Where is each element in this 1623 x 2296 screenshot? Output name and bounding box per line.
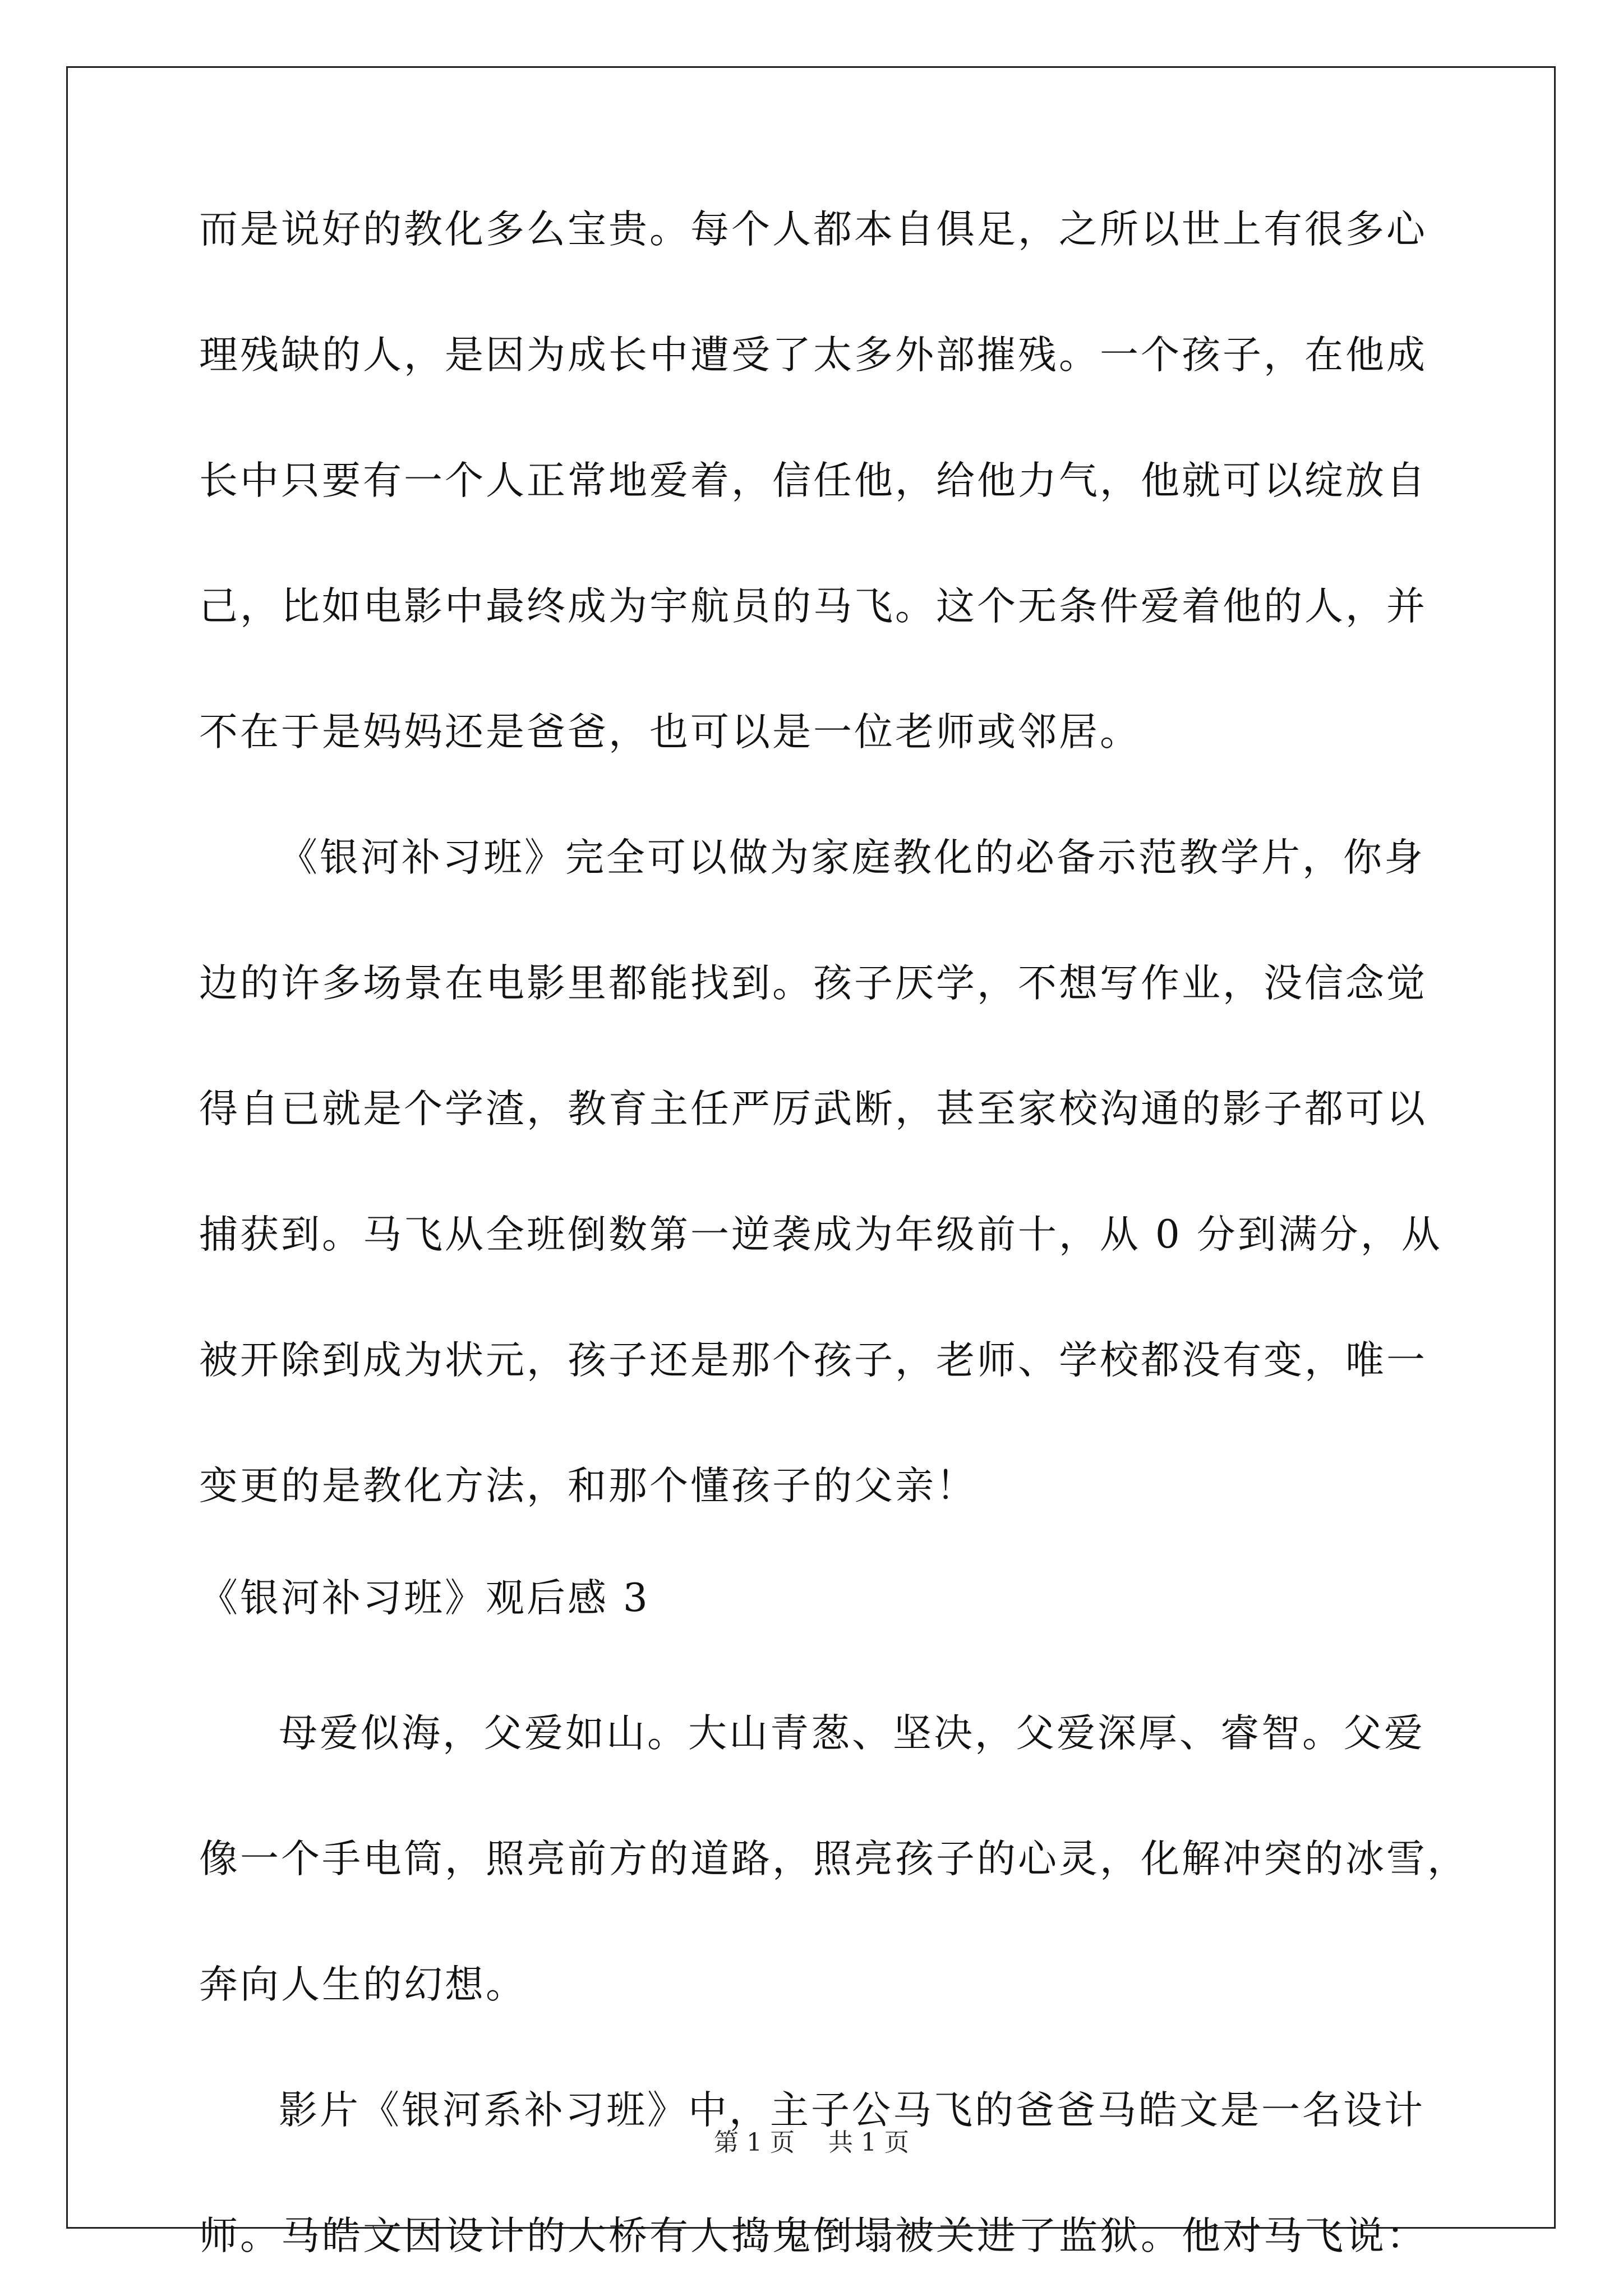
text-line: 被开除到成为状元，孩子还是那个孩子，老师、学校都没有变，唯一 bbox=[199, 1338, 1427, 1383]
text-line: 理残缺的人，是因为成长中遭受了太多外部摧残。一个孩子，在他成 bbox=[199, 333, 1427, 378]
section-heading: 《银河补习班》观后感 3 bbox=[199, 1576, 650, 1621]
page-total: 共 1 页 bbox=[828, 2128, 909, 2157]
text-line: 像一个手电筒，照亮前方的道路，照亮孩子的心灵，化解冲突的冰雪， bbox=[199, 1837, 1468, 1881]
paragraph-start-line: 母爱似海，父爱如山。大山青葱、坚决，父爱深厚、睿智。父爱 bbox=[279, 1711, 1425, 1756]
paragraph-start-line: 影片《银河系补习班》中，主子公马飞的爸爸马皓文是一名设计 bbox=[279, 2088, 1425, 2133]
text-line: 得自已就是个学渣，教育主任严厉武断，甚至家校沟通的影子都可以 bbox=[199, 1087, 1427, 1131]
text-line: 长中只要有一个人正常地爱着，信任他，给他力气，他就可以绽放自 bbox=[199, 458, 1427, 503]
text-line: 而是说好的教化多么宝贵。每个人都本自俱足，之所以世上有很多心 bbox=[199, 207, 1427, 252]
text-line: 己，比如电影中最终成为宇航员的马飞。这个无条件爱着他的人，并 bbox=[199, 584, 1427, 629]
text-line: 变更的是教化方法，和那个懂孩子的父亲！ bbox=[199, 1464, 977, 1508]
text-line: 不在于是妈妈还是爸爸，也可以是一位老师或邻居。 bbox=[199, 710, 1141, 754]
page-number: 第 1 页 bbox=[714, 2128, 795, 2157]
text-line: 捕获到。马飞从全班倒数第一逆袭成为年级前十，从 0 分到满分，从 bbox=[199, 1212, 1442, 1257]
page-footer bbox=[0, 2129, 1623, 2157]
paragraph-start-line: 《银河补习班》完全可以做为家庭教化的必备示范教学片，你身 bbox=[279, 835, 1425, 880]
document-body bbox=[199, 206, 1468, 2260]
text-line: 师。马皓文因设计的大桥有人捣鬼倒塌被关进了监狱。他对马飞说： bbox=[199, 2214, 1427, 2258]
text-line: 边的许多场景在电影里都能找到。孩子厌学，不想写作业，没信念觉 bbox=[199, 961, 1427, 1006]
text-line: 奔向人生的幻想。 bbox=[199, 1962, 527, 2007]
